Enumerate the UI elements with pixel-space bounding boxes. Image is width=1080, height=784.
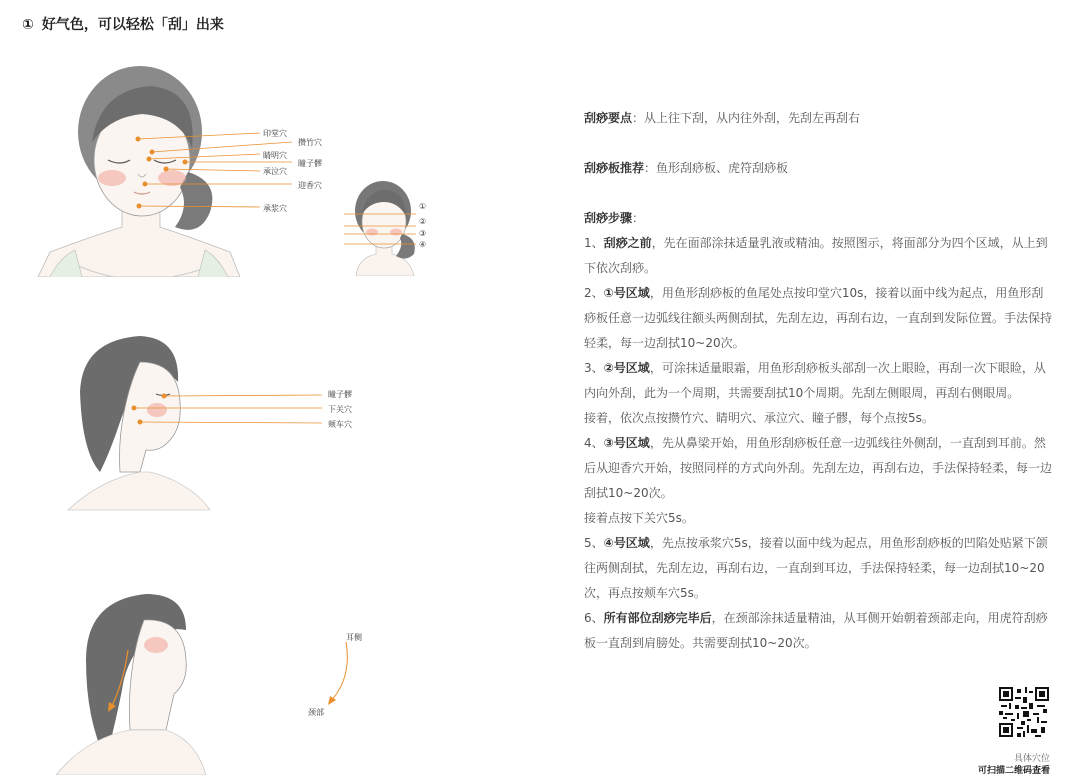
zone-4-label: ④: [419, 240, 427, 249]
label-chengqi: 承泣穴: [263, 167, 287, 176]
zone-3-label: ③: [419, 229, 427, 238]
step-5: [584, 531, 1054, 606]
step-5-text: ，先点按承浆穴5s，接着以面中线为起点，用鱼形刮痧板的凹陷处贴紧下颌往两侧刮拭，先刮左边，再刮右边，一直刮到耳边，手法保持轻柔，每一边刮拭10~20次，再点按颊车穴5s。: [584, 536, 1048, 600]
label-ear-side: 耳侧: [346, 633, 362, 642]
step-4-followup: 接着点按下关穴5s。: [584, 511, 694, 525]
label-cuanzhu: 攒竹穴: [298, 138, 322, 147]
key-points-text: ：从上往下刮，从内往外刮，先刮左再刮右: [632, 111, 861, 125]
label-yintang: 印堂穴: [263, 129, 287, 138]
front-face-illustration: [30, 62, 340, 277]
step-4-num: 4、: [584, 436, 604, 450]
label-chengjiang: 承浆穴: [263, 204, 287, 213]
step-1-num: 1、: [584, 236, 604, 250]
step-5-title: ④号区域: [603, 536, 650, 550]
steps-heading: [584, 206, 1054, 231]
step-6-num: 6、: [584, 611, 604, 625]
label-tongziliao: 瞳子髎: [298, 159, 322, 168]
step-4-title: ③号区域: [603, 436, 650, 450]
step-4: [584, 431, 1054, 506]
label-yingxiang: 迎香穴: [298, 181, 322, 190]
step-3-title: ②号区域: [603, 361, 650, 375]
label-neck: 颈部: [308, 708, 324, 717]
board-recommend: [584, 156, 1054, 181]
label-jiache: 颊车穴: [328, 420, 352, 429]
step-3: [584, 356, 1054, 406]
zone-1-label: ①: [419, 202, 427, 211]
step-3-num: 3、: [584, 361, 604, 375]
label-xiaguan: 下关穴: [328, 405, 352, 414]
qr-caption-1: 具体穴位: [1013, 754, 1050, 764]
label-jingming: 睛明穴: [263, 151, 287, 160]
board-heading: 刮痧板推荐: [584, 161, 645, 175]
step-2: [584, 281, 1054, 356]
steps-heading-colon: ：: [632, 211, 645, 225]
step-3-text: ，可涂抹适量眼霜，用鱼形刮痧板头部刮一次上眼睑，再刮一次下眼睑，从内向外刮，此为一个周期，共需要刮拭10个周期。先刮左侧眼周，再刮右侧眼周。: [584, 361, 1046, 400]
side-face-illustration: [60, 332, 360, 512]
step-2-text: ，用鱼形刮痧板的鱼尾处点按印堂穴10s，接着以面中线为起点，用鱼形刮痧板任意一边弧线往额头两侧刮拭，先刮左边，再刮右边，一直刮到发际位置。手法保持轻柔，每一边刮拭10~20次。: [584, 286, 1053, 350]
neck-illustration: [46, 590, 366, 775]
step-2-num: 2、: [584, 286, 604, 300]
step-2-title: ①号区域: [603, 286, 650, 300]
key-points: [584, 106, 1054, 131]
instructions: [584, 106, 1054, 656]
step-6-title: 所有部位刮痧完毕后: [603, 611, 712, 625]
step-1-text: ，先在面部涂抹适量乳液或精油。按照图示，将面部分为四个区域，从上到下依次刮痧。: [584, 236, 1048, 275]
step-3-followup: 接着，依次点按攒竹穴、睛明穴、承泣穴、瞳子髎，每个点按5s。: [584, 411, 934, 425]
step-5-num: 5、: [584, 536, 604, 550]
zone-face-illustration: [338, 176, 434, 276]
step-1: [584, 231, 1054, 281]
steps-heading-text: 刮痧步骤: [584, 211, 633, 225]
step-6-text: ，在颈部涂抹适量精油，从耳侧开始朝着颈部走向，用虎符刮痧板一直刮到肩膀处。共需要刮拭10~20次。: [584, 611, 1048, 650]
step-1-title: 刮痧之前: [603, 236, 652, 250]
key-points-heading: 刮痧要点: [584, 111, 633, 125]
section-title: [22, 14, 224, 34]
board-text: ：鱼形刮痧板、虎符刮痧板: [644, 161, 789, 175]
section-number: ①: [22, 17, 34, 33]
qr-caption-2: 可扫描二维码查看: [977, 766, 1050, 776]
step-4-text: ，先从鼻梁开始，用鱼形刮痧板任意一边弧线往外侧刮，一直刮到耳前。然后从迎香穴开始，按照同样的方式向外刮。先刮左边，再刮右边，手法保持轻柔，每一边刮拭10~20次。: [584, 436, 1053, 500]
qr-code[interactable]: [999, 687, 1049, 737]
label-side-tongziliao: 瞳子髎: [328, 390, 352, 399]
step-6: [584, 606, 1054, 656]
zone-2-label: ②: [419, 217, 427, 226]
section-title-text: 好气色，可以轻松「刮」出来: [41, 17, 224, 33]
